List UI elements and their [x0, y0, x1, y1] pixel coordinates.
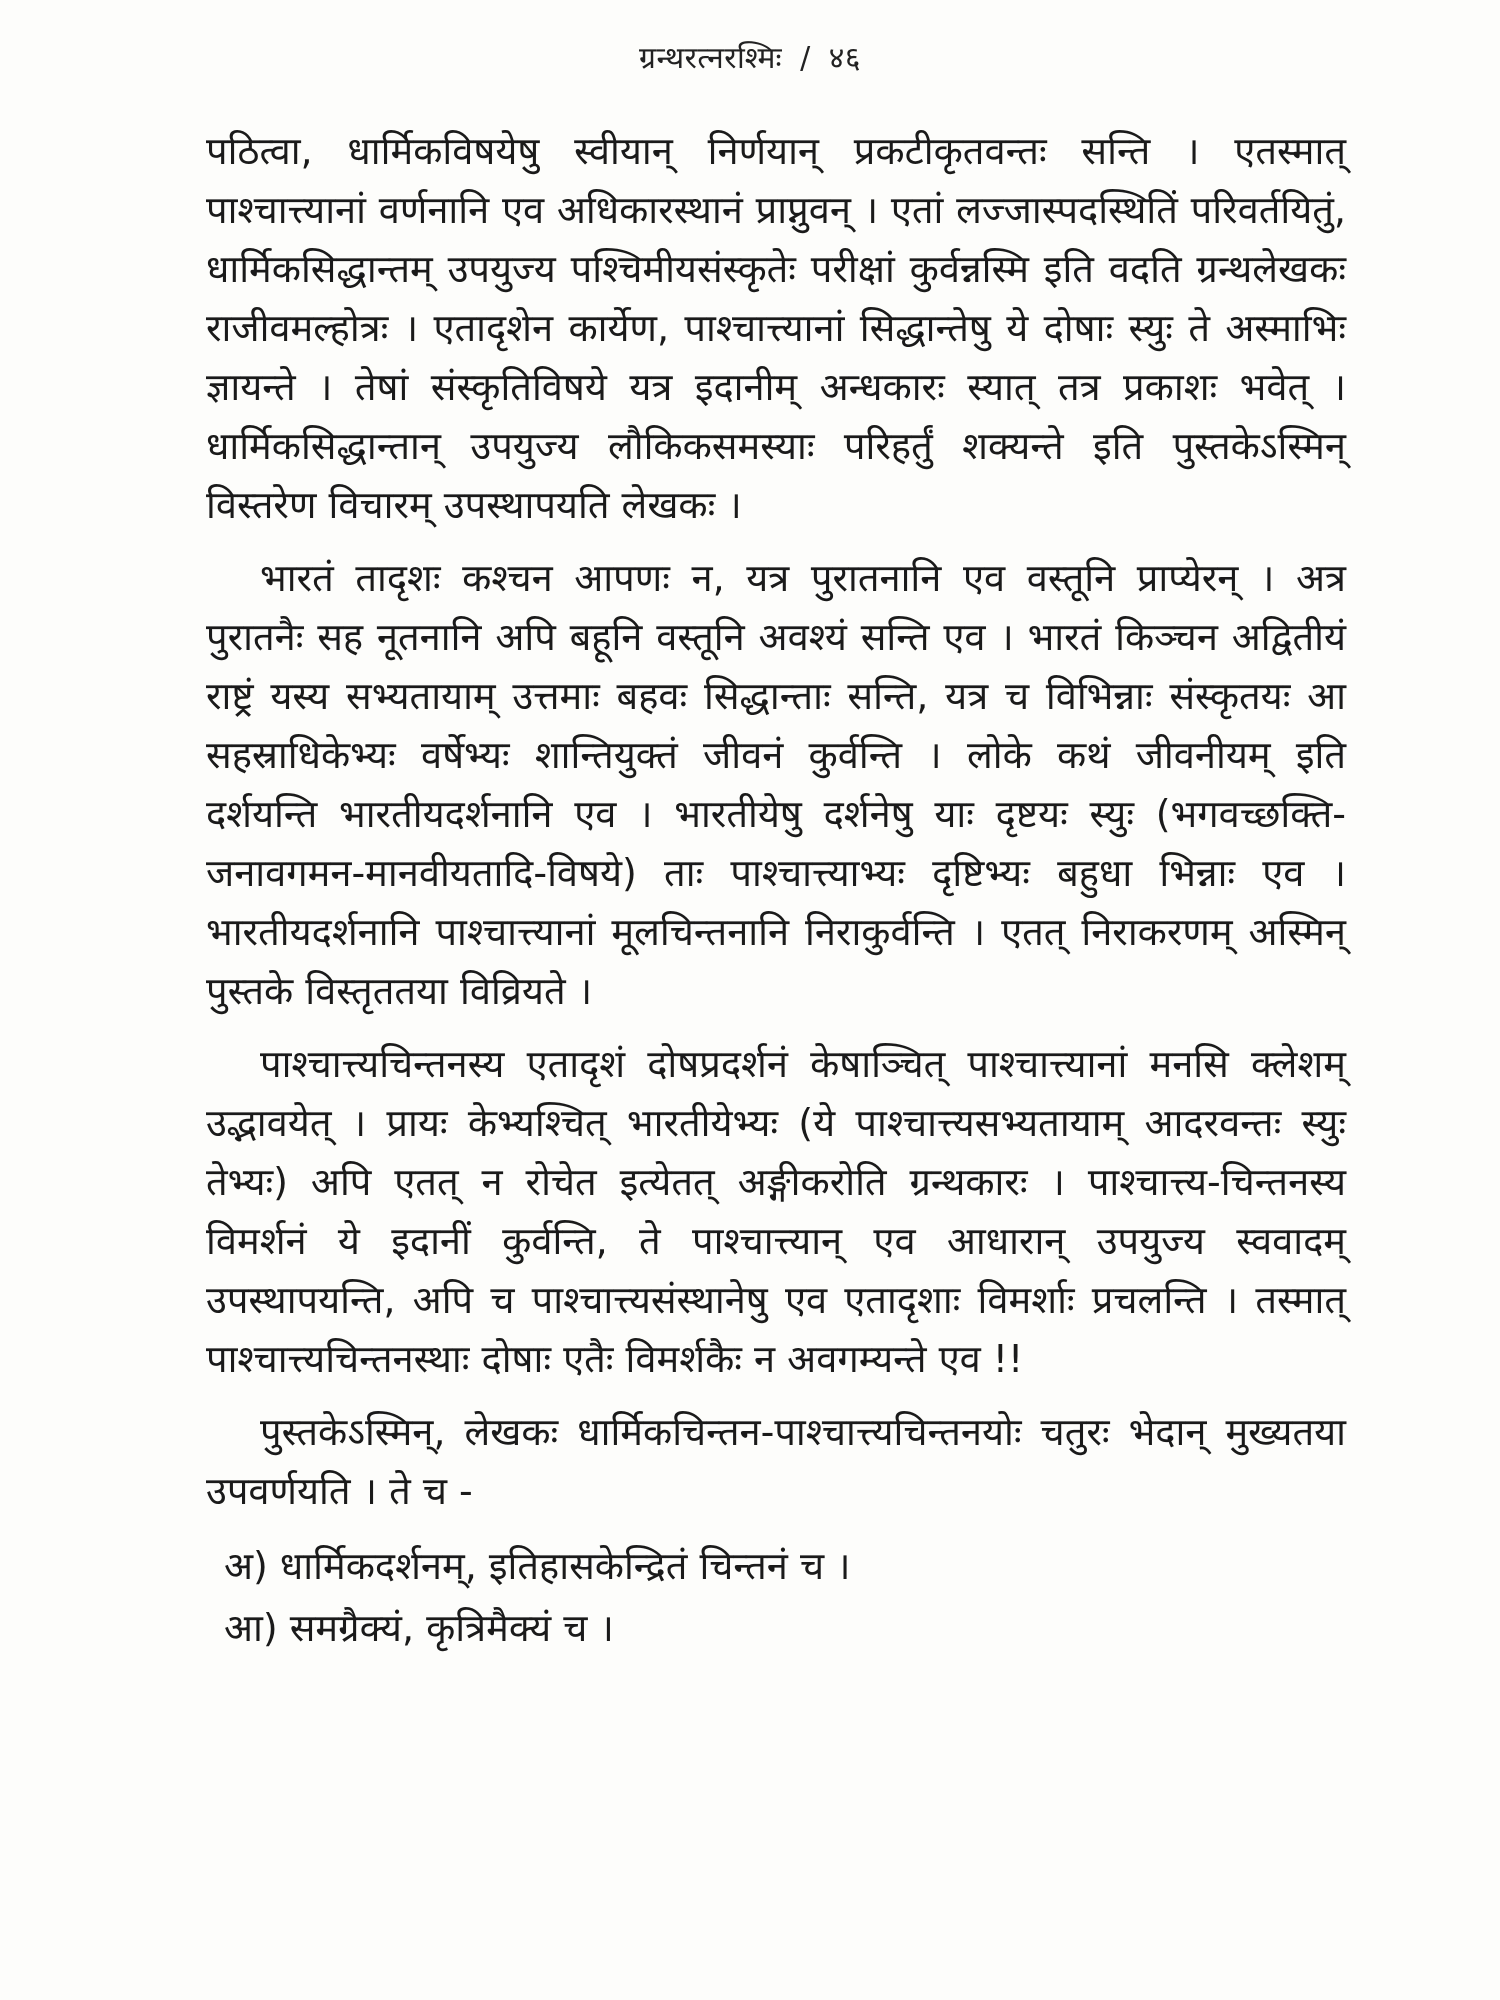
- paragraph-3: पाश्चात्त्यचिन्तनस्य एतादृशं दोषप्रदर्शनं केषाञ्चित् पाश्चात्त्यानां मनसि क्लेशम् उद्भावयेत् । प्रायः केभ्यश्चित् भारतीयेभ्यः (ये पाश्चात्त्यसभ्यतायाम् आदरवन्तः स्युः तेभ्यः) अपि एतत् न रोचेत इत्येतत् अङ्गीकरोति ग्रन्थकारः । पाश्चात्त्य-चिन्तनस्य विमर्शनं ये इदानीं कुर्वन्ति, ते पाश्चात्त्यान् एव आधारान् उपयुज्य स्ववादम् उपस्थापयन्ति, अपि च पाश्चात्त्यसंस्थानेषु एव एतादृशाः विमर्शाः प्रचलन्ति । तस्मात् पाश्चात्त्यचिन्तनस्थाः दोषाः एतैः विमर्शकैः न अवगम्यन्ते एव !!: [206, 1042, 1346, 1381]
- running-header: [0, 36, 1500, 77]
- list-item: आ) समग्रैक्यं, कृत्रिमैक्यं च ।: [224, 1606, 614, 1650]
- page-body: [206, 122, 1346, 1659]
- paragraph-4: पुस्तकेऽस्मिन्, लेखकः धार्मिकचिन्तन-पाश्चात्त्यचिन्तनयोः चतुरः भेदान् मुख्यतया उपवर्णयति । ते च -: [206, 1410, 1346, 1513]
- book-title: ग्रन्थरत्नरश्मिः: [639, 41, 783, 76]
- page-number: ४६: [828, 41, 861, 76]
- paragraph-1: पठित्वा, धार्मिकविषयेषु स्वीयान् निर्णयान् प्रकटीकृतवन्तः सन्ति । एतस्मात् पाश्चात्त्यानां वर्णनानि एव अधिकारस्थानं प्राप्नुवन् । एतां लज्जास्पदस्थितिं परिवर्तयितुं, धार्मिकसिद्धान्तम् उपयुज्य पश्चिमीयसंस्कृतेः परीक्षां कुर्वन्नस्मि इति वदति ग्रन्थलेखकः राजीवमल्होत्रः । एतादृशेन कार्येण, पाश्चात्त्यानां सिद्धान्तेषु ये दोषाः स्युः ते अस्माभिः ज्ञायन्ते । तेषां संस्कृतिविषये यत्र इदानीम् अन्धकारः स्यात् तत्र प्रकाशः भवेत् । धार्मिकसिद्धान्तान् उपयुज्य लौकिकसमस्याः परिहर्तुं शक्यन्ते इति पुस्तकेऽस्मिन् विस्तरेण विचारम् उपस्थापयति लेखकः ।: [206, 129, 1346, 527]
- header-separator: /: [800, 41, 811, 76]
- paragraph-2: भारतं तादृशः कश्चन आपणः न, यत्र पुरातनानि एव वस्तूनि प्राप्येरन् । अत्र पुरातनैः सह नूतनानि अपि बहूनि वस्तूनि अवश्यं सन्ति एव । भारतं किञ्चन अद्वितीयं राष्ट्रं यस्य सभ्यतायाम् उत्तमाः बहवः सिद्धान्ताः सन्ति, यत्र च विभिन्नाः संस्कृतयः आ सहस्राधिकेभ्यः वर्षेभ्यः शान्तियुक्तं जीवनं कुर्वन्ति । लोके कथं जीवनीयम् इति दर्शयन्ति भारतीयदर्शनानि एव । भारतीयेषु दर्शनेषु याः दृष्टयः स्युः (भगवच्छक्ति-जनावगमन-मानवीयतादि-विषये) ताः पाश्चात्त्याभ्यः दृष्टिभ्यः बहुधा भिन्नाः एव । भारतीयदर्शनानि पाश्चात्त्यानां मूलचिन्तनानि निराकुर्वन्ति । एतत् निराकरणम् अस्मिन् पुस्तके विस्तृततया विव्रियते ।: [206, 556, 1346, 1013]
- difference-list: [206, 1535, 1346, 1659]
- list-item: अ) धार्मिकदर्शनम्, इतिहासकेन्द्रितं चिन्तनं च ।: [224, 1544, 851, 1588]
